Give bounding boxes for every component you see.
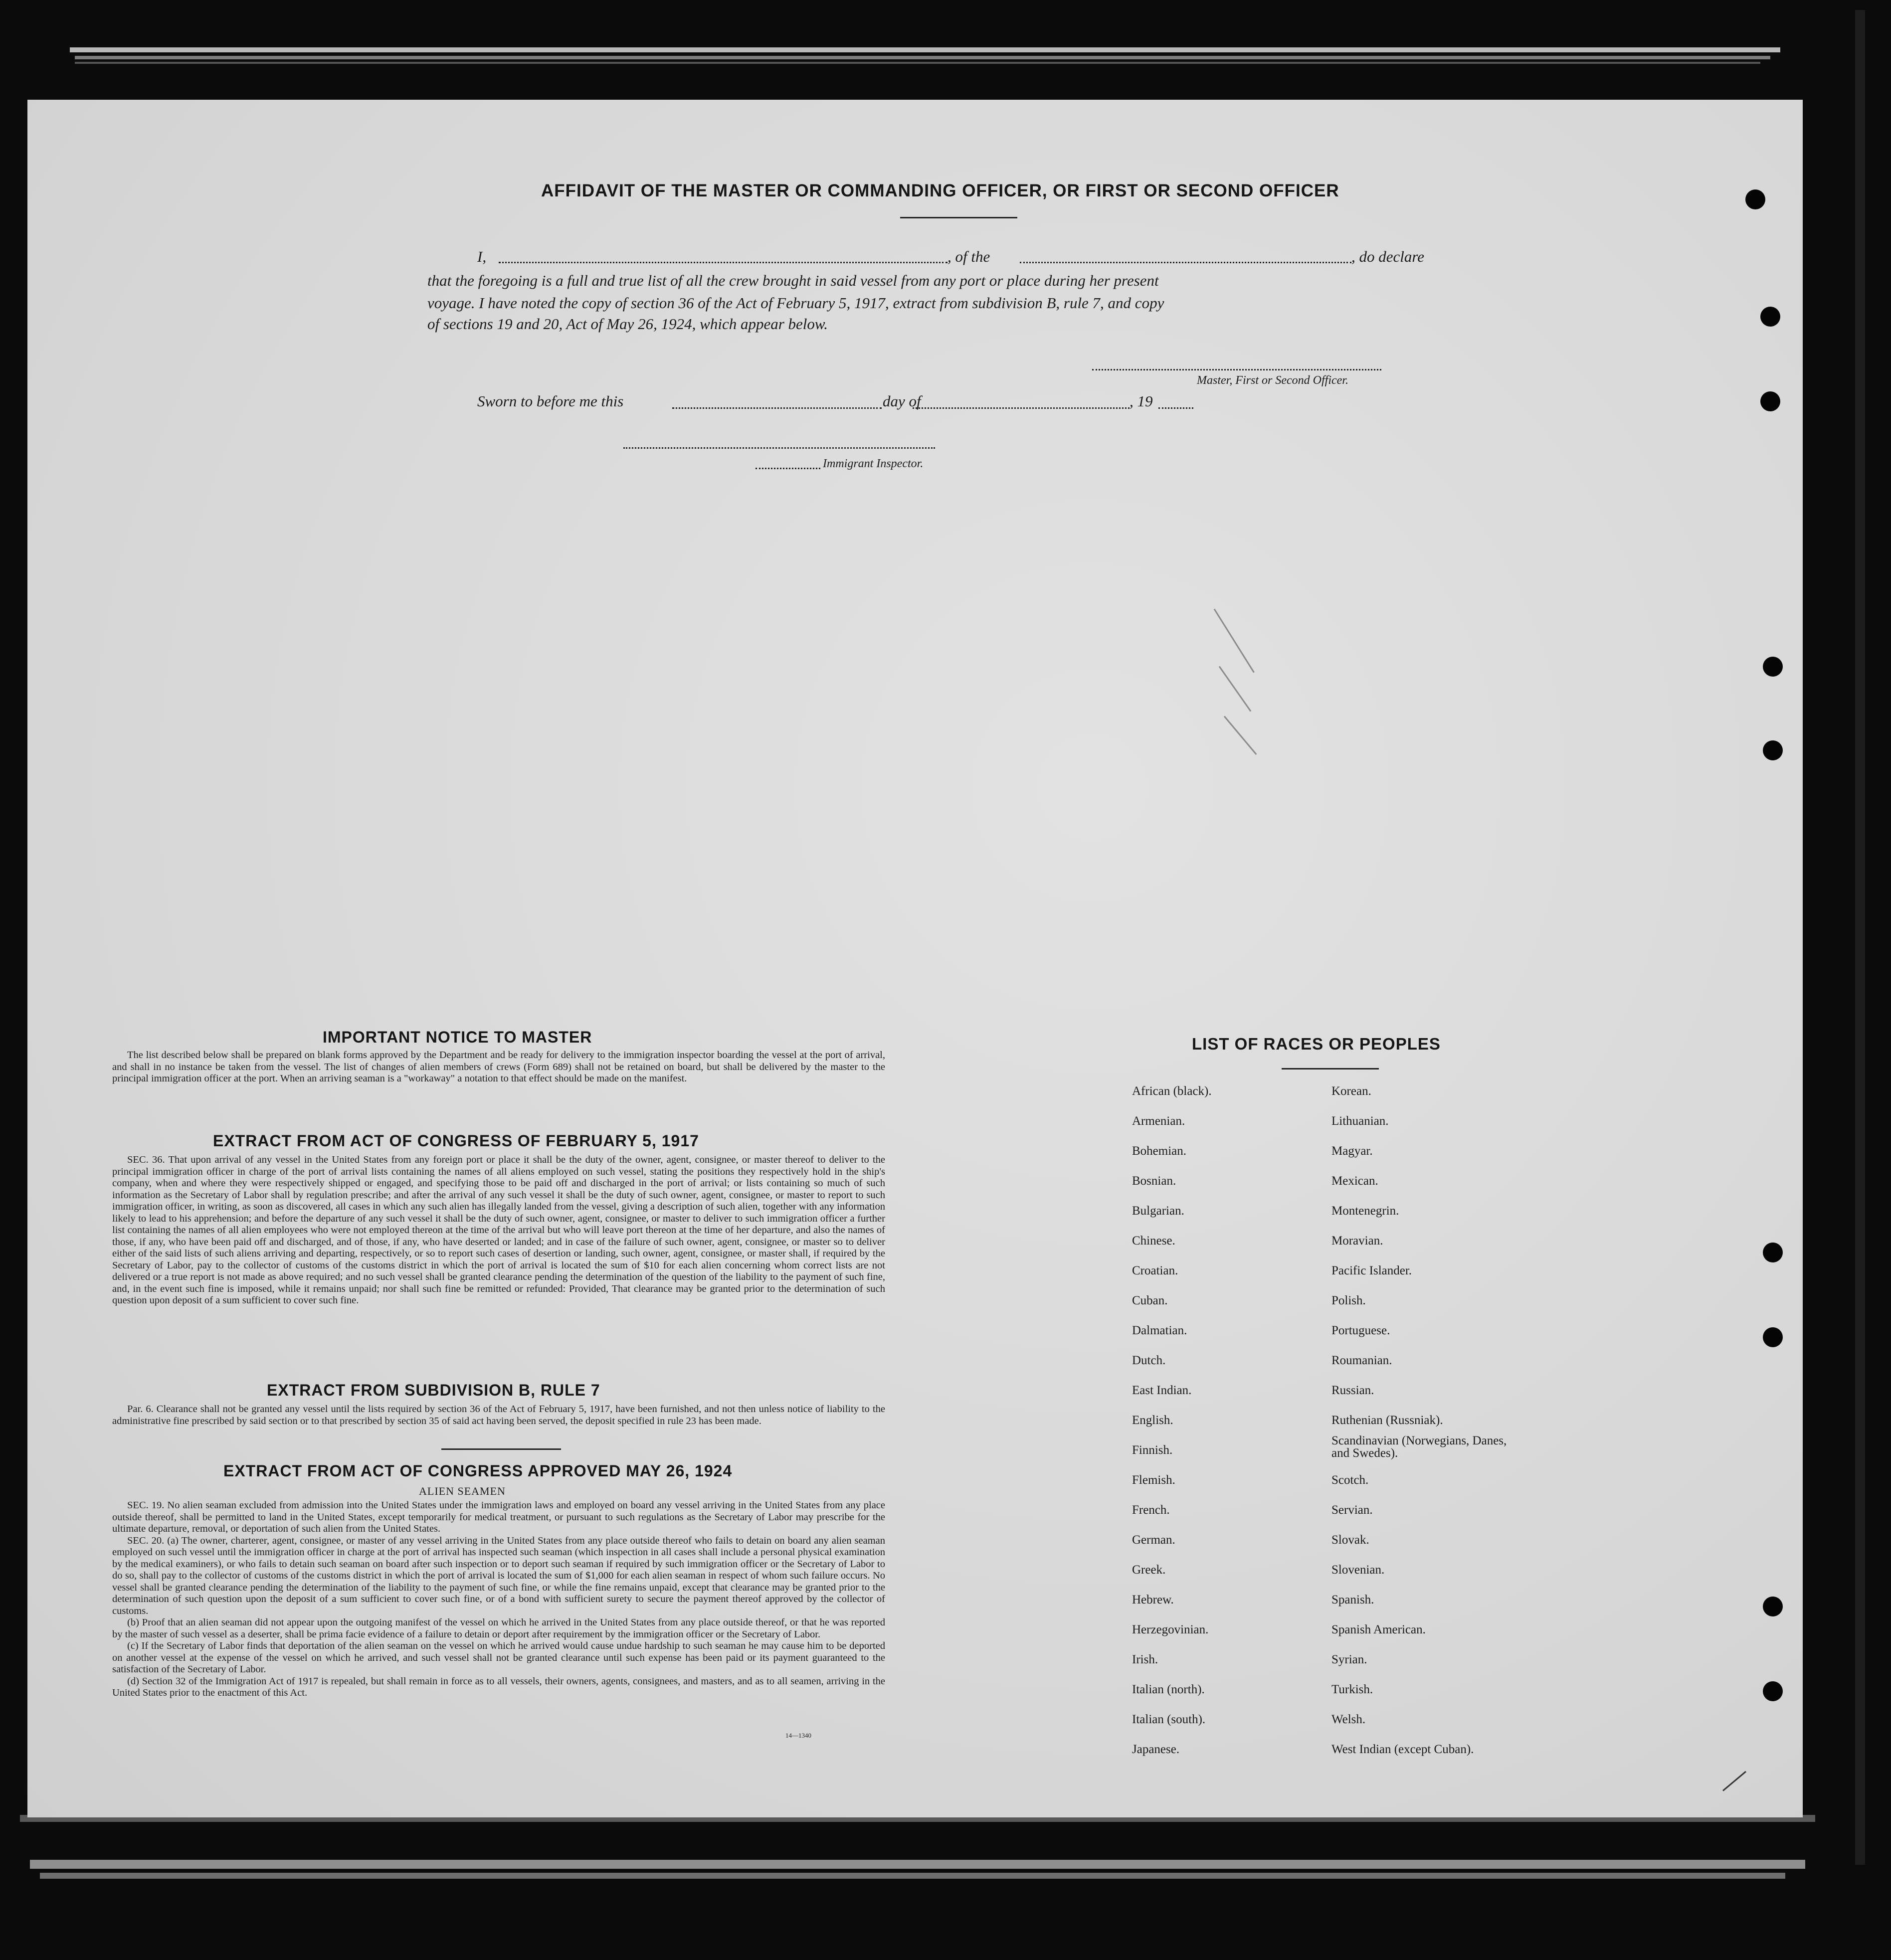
- notice-body: The list described below shall be prepared on blank forms approved by the Department and be ready for delivery to the immigration inspector boarding the vessel at the port of arrival, and shall in no instance be taken from the vessel. The list of changes of alien members of crews (Form 689) shall not be retained on board, but shall be delivered by the master to the principal immigration officer at the port. When an arriving seaman is a "workaway" a notation to that effect should be made on the manifest.: [112, 1050, 885, 1084]
- form-number: 14—1340: [785, 1732, 811, 1739]
- punch-hole: [1763, 1327, 1783, 1347]
- inspector-label: Immigrant Inspector.: [823, 457, 924, 470]
- race-item-right: Polish.: [1331, 1294, 1366, 1307]
- race-item-right: Montenegrin.: [1331, 1204, 1399, 1218]
- races-title: LIST OF RACES OR PEOPLES: [1192, 1035, 1441, 1053]
- punch-hole: [1763, 657, 1783, 677]
- affidavit-i-label: I,: [477, 248, 487, 265]
- races-title-underline: [1282, 1068, 1379, 1069]
- punch-hole: [1763, 1681, 1783, 1701]
- inspector-prefix-blank[interactable]: [756, 468, 820, 469]
- race-item-right: Pacific Islander.: [1331, 1264, 1412, 1277]
- punch-hole: [1763, 1243, 1783, 1262]
- race-item-left: Chinese.: [1132, 1234, 1175, 1247]
- scan-scratch: [1214, 609, 1255, 673]
- scan-edge-strip: [75, 56, 1770, 59]
- affidavit-title: AFFIDAVIT OF THE MASTER OR COMMANDING OFFICER, OR FIRST OR SECOND OFFICER: [541, 181, 1339, 200]
- race-item-right: Spanish American.: [1331, 1623, 1426, 1636]
- scan-frame-edge: [1855, 10, 1865, 1865]
- vessel-name-blank[interactable]: [1020, 262, 1351, 263]
- race-item-right: Scotch.: [1331, 1473, 1369, 1487]
- race-item-left: Croatian.: [1132, 1264, 1178, 1277]
- race-item-right: Korean.: [1331, 1084, 1371, 1098]
- extract-1924-title: EXTRACT FROM ACT OF CONGRESS APPROVED MAY 26, 1924: [223, 1462, 733, 1480]
- punch-hole: [1763, 1597, 1783, 1616]
- race-item-right: Roumanian.: [1331, 1354, 1392, 1367]
- scan-edge-strip: [30, 1860, 1805, 1869]
- race-item-right: Mexican.: [1331, 1174, 1378, 1188]
- sworn-year-blank[interactable]: [1158, 407, 1193, 409]
- affidavit-line-3: voyage. I have noted the copy of section 36 of the Act of February 5, 1917, extract from subdivision B, rule 7, and copy: [427, 294, 1164, 312]
- race-item-left: French.: [1132, 1503, 1170, 1517]
- punch-hole: [1760, 307, 1780, 327]
- race-item-left: Italian (south).: [1132, 1713, 1206, 1726]
- year-prefix-label: , 19: [1130, 392, 1153, 410]
- affidavit-declare-label: , do declare: [1351, 248, 1425, 265]
- race-item-right: Portuguese.: [1331, 1324, 1390, 1337]
- race-item-right: Ruthenian (Russniak).: [1331, 1414, 1443, 1427]
- scan-edge-strip: [75, 62, 1760, 64]
- race-item-right: Servian.: [1331, 1503, 1373, 1517]
- document-sheet: [27, 100, 1803, 1817]
- scan-scratch: [1224, 716, 1257, 755]
- race-item-left: Bulgarian.: [1132, 1204, 1184, 1218]
- race-item-right: Moravian.: [1331, 1234, 1383, 1247]
- master-signature-blank[interactable]: [1092, 369, 1381, 370]
- race-item-left: English.: [1132, 1414, 1173, 1427]
- master-name-blank[interactable]: [499, 262, 947, 263]
- sworn-label: Sworn to before me this: [477, 392, 624, 410]
- race-item-left: Dalmatian.: [1132, 1324, 1187, 1337]
- race-item-left: Cuban.: [1132, 1294, 1168, 1307]
- title-underline: [900, 217, 1017, 218]
- affidavit-of-the-label: , of the: [947, 248, 990, 265]
- race-item-left: Japanese.: [1132, 1743, 1180, 1756]
- extract-1924-body: SEC. 19. No alien seaman excluded from admission into the United States under the immigration laws and employed on board any vessel arriving in the United States from any place outside thereof, shall be permitted to land in the United States, except temporarily for medical treatment, or pursuant to such regulations as the Secretary of Labor may prescribe for the ultimate departure, removal, or deportation of such alien from the United States. SEC. 20. (a) The owner, charterer, agent, consignee, or master of any vessel arriving in the United States from any place outside thereof who fails to detain on board any alien seaman employed on such vessel until the immigration officer in charge at the port of arrival has inspected such seaman (which inspection in all cases shall include a personal physical examination by the medical examiners), or who fails to detain such seaman on board after such inspection or to deport such seaman if required by such immigration officer or the Secretary of Labor to do so, shall pay to the collector of customs of the customs district in which the port of arrival is located the sum of $1,000 for each alien seaman in respect of whom such failure occurs. No vessel shall be granted clearance pending the determination of the liability to the payment of such fine, or while the fine remains unpaid, except that clearance may be granted prior to the determination of such question upon the deposit of a sum sufficient to cover such fine, or of a bond with sufficient surety to secure the payment thereof approved by the collector of customs. (b) Proof that an alien seaman did not appear upon the outgoing manifest of the vessel on which he arrived in the United States from any place outside thereof, or that he was reported by the master of such vessel as a deserter, shall be prima facie evidence of a failure to detain or deport after requirement by the immigration officer or the Secretary of Labor. (c) If the Secretary of Labor finds that deportation of the alien seaman on the vessel on which he arrived would cause undue hardship to such seaman he may cause him to be deported on another vessel at the expense of the vessel on which he arrived, and such vessel shall not be granted clearance until such expense has been paid or its payment guaranteed to the satisfaction of the Secretary of Labor. (d) Section 32 of the Immigration Act of 1917 is repealed, but shall remain in force as to all vessels, their owners, agents, consignees, and masters, and as to all seamen, arriving in the United States prior to the enactment of this Act.: [112, 1500, 885, 1698]
- race-item-left: Bosnian.: [1132, 1174, 1176, 1188]
- master-signature-label: Master, First or Second Officer.: [1197, 374, 1348, 387]
- race-item-left: Greek.: [1132, 1563, 1166, 1577]
- day-of-label: day of: [883, 392, 921, 410]
- race-item-left: Irish.: [1132, 1653, 1158, 1666]
- section-divider: [441, 1448, 561, 1450]
- extract-1917-title: EXTRACT FROM ACT OF CONGRESS OF FEBRUARY 5, 1917: [213, 1132, 699, 1150]
- race-item-right: Russian.: [1331, 1384, 1374, 1397]
- race-item-left: African (black).: [1132, 1084, 1212, 1098]
- punch-hole: [1760, 391, 1780, 411]
- race-item-left: Italian (north).: [1132, 1683, 1205, 1696]
- race-item-left: East Indian.: [1132, 1384, 1192, 1397]
- race-item-right: Lithuanian.: [1331, 1114, 1389, 1128]
- race-item-left: Hebrew.: [1132, 1593, 1174, 1606]
- race-item-right: Welsh.: [1331, 1713, 1366, 1726]
- race-item-left: German.: [1132, 1533, 1175, 1547]
- affidavit-line-4: of sections 19 and 20, Act of May 26, 1924, which appear below.: [427, 315, 828, 333]
- race-item-left: Dutch.: [1132, 1354, 1166, 1367]
- scan-edge-strip: [70, 47, 1780, 52]
- race-item-left: Herzegovinian.: [1132, 1623, 1209, 1636]
- race-item-right: Magyar.: [1331, 1144, 1373, 1158]
- race-item-left: Finnish.: [1132, 1443, 1173, 1457]
- race-item-right: Syrian.: [1331, 1653, 1367, 1666]
- extract-1917-sec36: SEC. 36. That upon arrival of any vessel in the United States from any foreign port or place it shall be the duty of the owner, agent, consignee, or master thereof to deliver to the principal immigration officer in charge of the port of arrival lists containing the names of all aliens employed on such vessel, stating the positions they respectively hold in the ship's company, when and where they were respectively shipped or engaged, and specifying those to be paid off and discharged in the port of arrival; or lists containing so much of such information as the Secretary of Labor shall by regulation prescribe; and after the arrival of any such vessel it shall be the duty of such owner, agent, consignee, or master to report to such immigration officer, in writing, as soon as discovered, all cases in which any such alien has illegally landed from the vessel, giving a description of such alien, together with any information likely to lead to his apprehension; and before the departure of any such vessel it shall be the duty of such owner, agent, consignee, or master to deliver to such immigration officer a further list containing the names of all alien employees who were not employed thereon at the time of the arrival but who will leave port thereon at the time of her departure, and also the names of those, if any, who have been paid off and discharged, and of those, if any, who have deserted or landed; and in case of the failure of such owner, agent, consignee, or master so to deliver either of the said lists of such aliens arriving and departing, respectively, or so to report such cases of desertion or landing, such owner, agent, consignee, or master shall, if required by the Secretary of Labor, pay to the collector of customs of the customs district in which the port of arrival is located the sum of $10 for each alien concerning whom correct lists are not delivered or a true report is not made as above required; and no such vessel shall be granted clearance pending the determination of the question of the liability to the payment of such fine, and, in the event such fine is imposed, while it remains unpaid; nor shall such fine be remitted or refunded: Provided, That clearance may be granted prior to the determination of such question upon deposit of a sum sufficient to cover such fine.: [112, 1154, 885, 1306]
- punch-hole: [1745, 189, 1765, 209]
- race-item-right: Scandinavian (Norwegians, Danes, and Swedes).: [1331, 1434, 1507, 1460]
- sworn-day-blank[interactable]: [672, 407, 882, 409]
- scan-scratch: [1219, 666, 1252, 712]
- race-item-right: Turkish.: [1331, 1683, 1373, 1696]
- affidavit-line-2: that the foregoing is a full and true list of all the crew brought in said vessel from any port or place during her present: [427, 272, 1159, 289]
- alien-seamen-subtitle: ALIEN SEAMEN: [419, 1485, 506, 1497]
- extract-rule7-par6: Par. 6. Clearance shall not be granted any vessel until the lists required by section 36 of the Act of February 5, 1917, have been furnished, and not then unless notice of liability to the administrative fine prescribed by said section or to that prescribed by section 35 of said act having been served, the deposit specified in rule 23 has been made.: [112, 1404, 885, 1426]
- race-item-left: Armenian.: [1132, 1114, 1185, 1128]
- notice-title: IMPORTANT NOTICE TO MASTER: [323, 1028, 592, 1046]
- scan-edge-strip: [40, 1873, 1785, 1879]
- extract-rule7-title: EXTRACT FROM SUBDIVISION B, RULE 7: [267, 1381, 600, 1399]
- race-item-right: West Indian (except Cuban).: [1331, 1743, 1474, 1756]
- sworn-month-blank[interactable]: [913, 407, 1130, 409]
- race-item-right: Slovak.: [1331, 1533, 1369, 1547]
- scan-scratch: [1722, 1771, 1746, 1791]
- race-item-right: Slovenian.: [1331, 1563, 1385, 1577]
- inspector-signature-blank[interactable]: [623, 447, 935, 449]
- punch-hole: [1763, 740, 1783, 760]
- race-item-right: Spanish.: [1331, 1593, 1374, 1606]
- race-item-left: Flemish.: [1132, 1473, 1175, 1487]
- race-item-left: Bohemian.: [1132, 1144, 1187, 1158]
